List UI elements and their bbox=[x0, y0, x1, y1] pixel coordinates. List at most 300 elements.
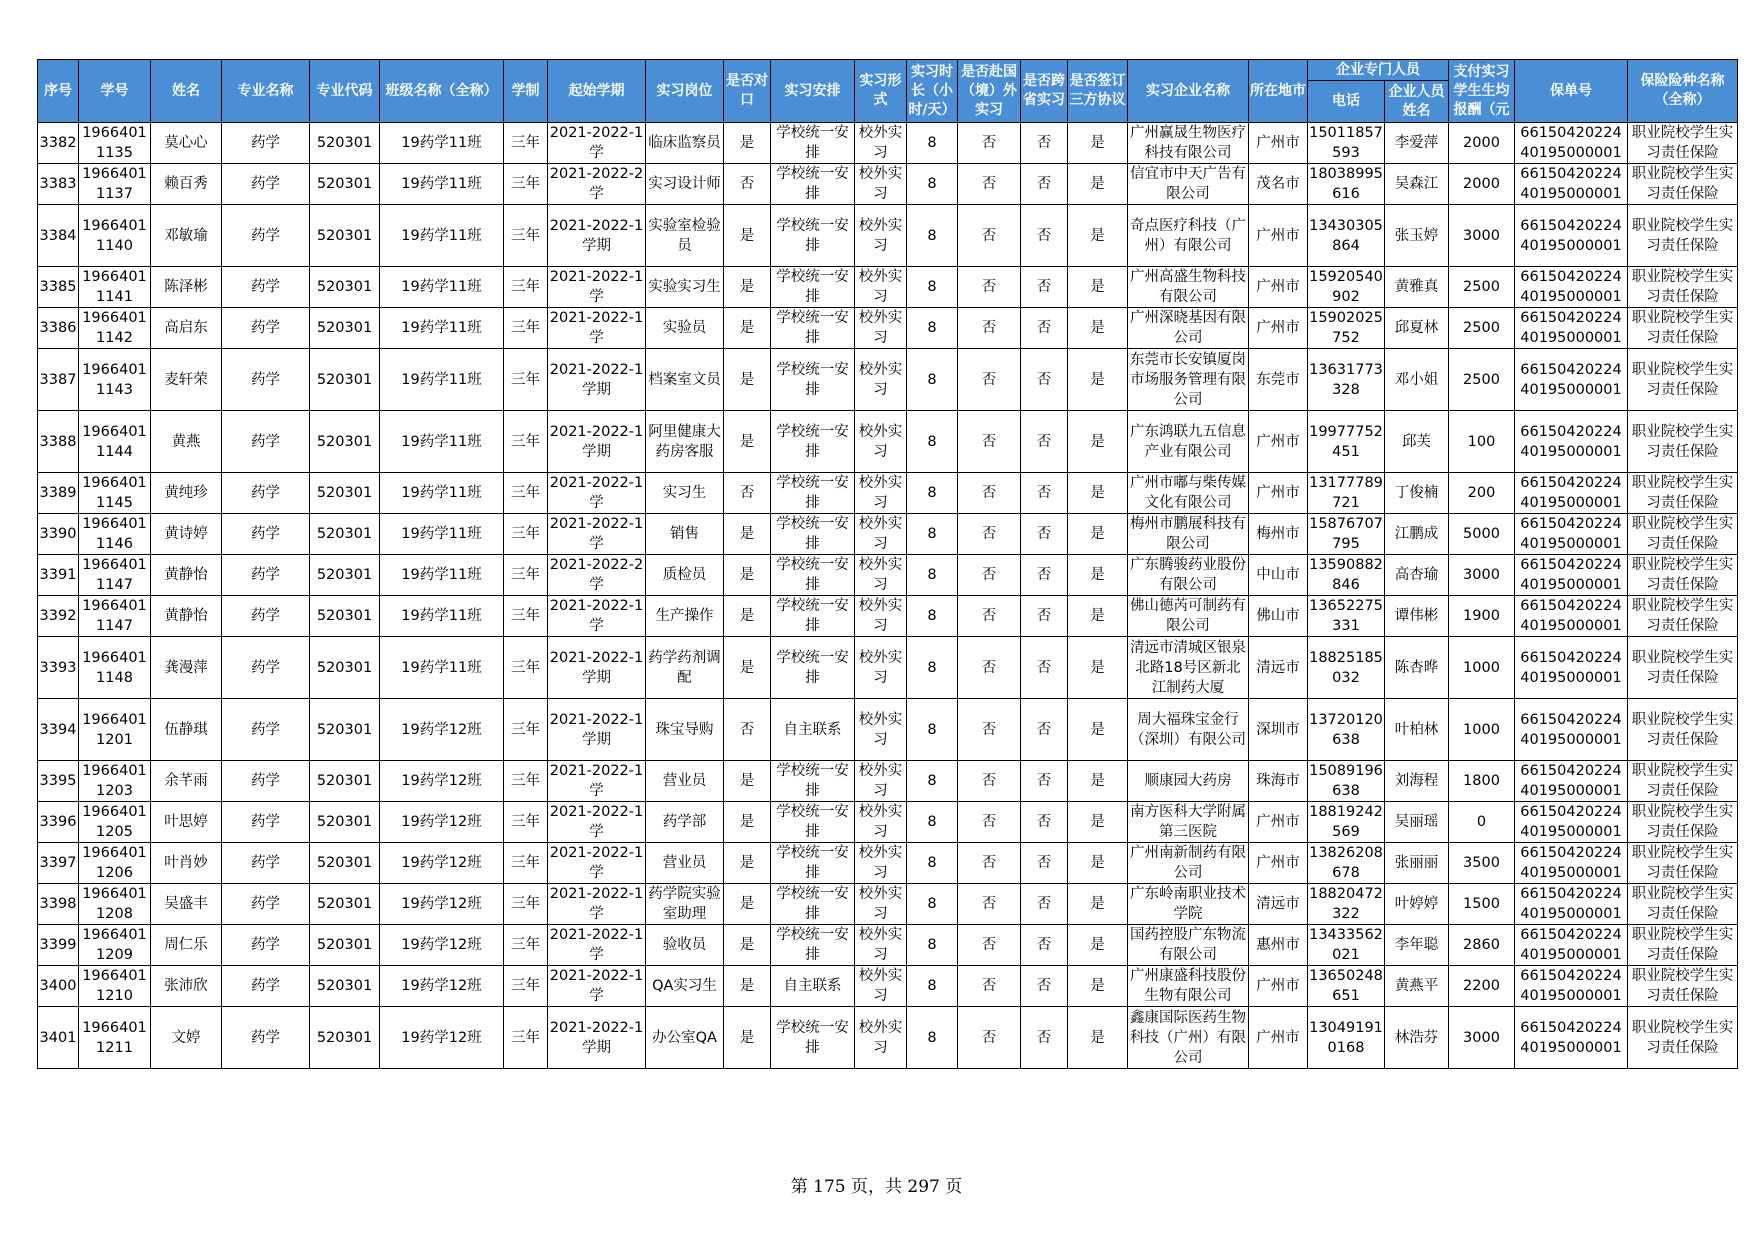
cell-hours: 8 bbox=[907, 699, 958, 761]
table-row bbox=[38, 411, 1738, 473]
cell-pay: 2500 bbox=[1449, 267, 1515, 308]
header-form: 实习形式 bbox=[855, 60, 907, 123]
cell-arrangement: 学校统一安排 bbox=[771, 925, 855, 966]
cell-insurance: 职业院校学生实习责任保险 bbox=[1628, 123, 1738, 164]
header-arrangement: 实习安排 bbox=[771, 60, 855, 123]
cell-hours: 8 bbox=[907, 205, 958, 267]
header-matched: 是否对口 bbox=[724, 60, 771, 123]
cell-arrangement: 学校统一安排 bbox=[771, 205, 855, 267]
cell-cross-province: 否 bbox=[1021, 267, 1068, 308]
cell-company: 奇点医疗科技（广州）有限公司 bbox=[1128, 205, 1249, 267]
cell-start-term: 2021-2022-1学 bbox=[548, 761, 646, 802]
cell-company: 广东岭南职业技术学院 bbox=[1128, 884, 1249, 925]
cell-start-term: 2021-2022-1学 bbox=[548, 514, 646, 555]
cell-major: 药学 bbox=[222, 411, 310, 473]
cell-student-id: 19664011147 bbox=[79, 555, 151, 596]
cell-contact-name: 邓小姐 bbox=[1385, 349, 1449, 411]
cell-start-term: 2021-2022-1学 bbox=[548, 596, 646, 637]
cell-tripartite: 是 bbox=[1068, 637, 1128, 699]
table-row bbox=[38, 205, 1738, 267]
table-row bbox=[38, 473, 1738, 514]
cell-major-code: 520301 bbox=[310, 267, 380, 308]
cell-student-id: 19664011145 bbox=[79, 473, 151, 514]
cell-contact-name: 邱芙 bbox=[1385, 411, 1449, 473]
cell-major: 药学 bbox=[222, 596, 310, 637]
cell-class-name: 19药学11班 bbox=[380, 555, 504, 596]
cell-class-name: 19药学12班 bbox=[380, 699, 504, 761]
cell-major: 药学 bbox=[222, 884, 310, 925]
cell-form: 校外实习 bbox=[855, 473, 907, 514]
cell-major-code: 520301 bbox=[310, 596, 380, 637]
cell-arrangement: 自主联系 bbox=[771, 966, 855, 1007]
table-row bbox=[38, 884, 1738, 925]
cell-seq: 3398 bbox=[38, 884, 79, 925]
cell-major: 药学 bbox=[222, 1007, 310, 1069]
cell-name: 赖百秀 bbox=[151, 164, 222, 205]
cell-insurance: 职业院校学生实习责任保险 bbox=[1628, 802, 1738, 843]
cell-start-term: 2021-2022-1学期 bbox=[548, 411, 646, 473]
cell-form: 校外实习 bbox=[855, 966, 907, 1007]
cell-start-term: 2021-2022-1学期 bbox=[548, 699, 646, 761]
cell-start-term: 2021-2022-1学 bbox=[548, 884, 646, 925]
cell-form: 校外实习 bbox=[855, 267, 907, 308]
cell-class-name: 19药学11班 bbox=[380, 308, 504, 349]
cell-start-term: 2021-2022-1学 bbox=[548, 267, 646, 308]
cell-tripartite: 是 bbox=[1068, 843, 1128, 884]
cell-arrangement: 学校统一安排 bbox=[771, 411, 855, 473]
cell-name: 黄纯珍 bbox=[151, 473, 222, 514]
cell-duration: 三年 bbox=[504, 308, 548, 349]
table-row bbox=[38, 637, 1738, 699]
cell-pay: 3000 bbox=[1449, 205, 1515, 267]
cell-form: 校外实习 bbox=[855, 123, 907, 164]
table-row bbox=[38, 514, 1738, 555]
cell-contact-name: 吴丽瑶 bbox=[1385, 802, 1449, 843]
cell-start-term: 2021-2022-1学期 bbox=[548, 349, 646, 411]
cell-name: 张沛欣 bbox=[151, 966, 222, 1007]
cell-tripartite: 是 bbox=[1068, 884, 1128, 925]
cell-form: 校外实习 bbox=[855, 1007, 907, 1069]
table-row bbox=[38, 802, 1738, 843]
cell-insurance: 职业院校学生实习责任保险 bbox=[1628, 164, 1738, 205]
cell-city: 广州市 bbox=[1249, 843, 1308, 884]
cell-city: 珠海市 bbox=[1249, 761, 1308, 802]
cell-matched: 是 bbox=[724, 802, 771, 843]
cell-major-code: 520301 bbox=[310, 1007, 380, 1069]
cell-arrangement: 学校统一安排 bbox=[771, 473, 855, 514]
cell-city: 广州市 bbox=[1249, 123, 1308, 164]
cell-position: 档案室文员 bbox=[646, 349, 724, 411]
cell-position: 药学部 bbox=[646, 802, 724, 843]
cell-name: 莫心心 bbox=[151, 123, 222, 164]
cell-city: 广州市 bbox=[1249, 411, 1308, 473]
cell-position: 生产操作 bbox=[646, 596, 724, 637]
cell-company: 南方医科大学附属第三医院 bbox=[1128, 802, 1249, 843]
cell-company: 周大福珠宝金行（深圳）有限公司 bbox=[1128, 699, 1249, 761]
cell-start-term: 2021-2022-1学 bbox=[548, 966, 646, 1007]
cell-class-name: 19药学11班 bbox=[380, 411, 504, 473]
cell-major-code: 520301 bbox=[310, 925, 380, 966]
cell-phone: 19977752451 bbox=[1308, 411, 1385, 473]
cell-city: 广州市 bbox=[1249, 205, 1308, 267]
cell-hours: 8 bbox=[907, 555, 958, 596]
cell-insurance: 职业院校学生实习责任保险 bbox=[1628, 884, 1738, 925]
cell-insurance: 职业院校学生实习责任保险 bbox=[1628, 843, 1738, 884]
cell-major-code: 520301 bbox=[310, 514, 380, 555]
cell-duration: 三年 bbox=[504, 164, 548, 205]
cell-major: 药学 bbox=[222, 925, 310, 966]
cell-duration: 三年 bbox=[504, 1007, 548, 1069]
cell-cross-province: 否 bbox=[1021, 205, 1068, 267]
header-major-code: 专业代码 bbox=[310, 60, 380, 123]
table-row bbox=[38, 925, 1738, 966]
cell-insurance: 职业院校学生实习责任保险 bbox=[1628, 925, 1738, 966]
cell-matched: 是 bbox=[724, 596, 771, 637]
cell-city: 东莞市 bbox=[1249, 349, 1308, 411]
cell-matched: 是 bbox=[724, 1007, 771, 1069]
cell-student-id: 19664011211 bbox=[79, 1007, 151, 1069]
cell-name: 伍静琪 bbox=[151, 699, 222, 761]
cell-position: 实习设计师 bbox=[646, 164, 724, 205]
cell-abroad: 否 bbox=[958, 884, 1021, 925]
cell-tripartite: 是 bbox=[1068, 555, 1128, 596]
cell-insurance: 职业院校学生实习责任保险 bbox=[1628, 596, 1738, 637]
cell-major: 药学 bbox=[222, 843, 310, 884]
cell-company: 顺康园大药房 bbox=[1128, 761, 1249, 802]
cell-student-id: 19664011140 bbox=[79, 205, 151, 267]
table-row bbox=[38, 761, 1738, 802]
cell-company: 国药控股广东物流有限公司 bbox=[1128, 925, 1249, 966]
cell-tripartite: 是 bbox=[1068, 411, 1128, 473]
cell-seq: 3391 bbox=[38, 555, 79, 596]
cell-matched: 是 bbox=[724, 514, 771, 555]
cell-phone: 18819242569 bbox=[1308, 802, 1385, 843]
cell-position: 实验实习生 bbox=[646, 267, 724, 308]
header-duration: 学制 bbox=[504, 60, 548, 123]
cell-duration: 三年 bbox=[504, 267, 548, 308]
cell-student-id: 19664011142 bbox=[79, 308, 151, 349]
cell-hours: 8 bbox=[907, 925, 958, 966]
table-row bbox=[38, 164, 1738, 205]
cell-name: 高启东 bbox=[151, 308, 222, 349]
table-row bbox=[38, 699, 1738, 761]
cell-cross-province: 否 bbox=[1021, 761, 1068, 802]
cell-position: 阿里健康大药房客服 bbox=[646, 411, 724, 473]
cell-name: 余芊雨 bbox=[151, 761, 222, 802]
cell-position: 销售 bbox=[646, 514, 724, 555]
table-row bbox=[38, 555, 1738, 596]
table-row bbox=[38, 267, 1738, 308]
header-class-name: 班级名称（全称） bbox=[380, 60, 504, 123]
cell-pay: 1000 bbox=[1449, 637, 1515, 699]
cell-abroad: 否 bbox=[958, 308, 1021, 349]
cell-form: 校外实习 bbox=[855, 596, 907, 637]
cell-abroad: 否 bbox=[958, 966, 1021, 1007]
cell-city: 茂名市 bbox=[1249, 164, 1308, 205]
cell-city: 广州市 bbox=[1249, 966, 1308, 1007]
cell-name: 邓敏瑜 bbox=[151, 205, 222, 267]
cell-matched: 是 bbox=[724, 966, 771, 1007]
cell-name: 陈泽彬 bbox=[151, 267, 222, 308]
cell-start-term: 2021-2022-2学 bbox=[548, 164, 646, 205]
cell-duration: 三年 bbox=[504, 925, 548, 966]
cell-policy-no: 6615042022440195000001 bbox=[1515, 637, 1628, 699]
cell-company: 广州南新制药有限公司 bbox=[1128, 843, 1249, 884]
header-seq: 序号 bbox=[38, 60, 79, 123]
cell-city: 广州市 bbox=[1249, 1007, 1308, 1069]
cell-class-name: 19药学12班 bbox=[380, 802, 504, 843]
cell-seq: 3397 bbox=[38, 843, 79, 884]
cell-major-code: 520301 bbox=[310, 699, 380, 761]
cell-class-name: 19药学12班 bbox=[380, 1007, 504, 1069]
cell-seq: 3385 bbox=[38, 267, 79, 308]
cell-abroad: 否 bbox=[958, 1007, 1021, 1069]
cell-insurance: 职业院校学生实习责任保险 bbox=[1628, 349, 1738, 411]
cell-policy-no: 6615042022440195000001 bbox=[1515, 596, 1628, 637]
cell-form: 校外实习 bbox=[855, 411, 907, 473]
cell-hours: 8 bbox=[907, 1007, 958, 1069]
cell-duration: 三年 bbox=[504, 123, 548, 164]
table-row bbox=[38, 843, 1738, 884]
cell-hours: 8 bbox=[907, 843, 958, 884]
cell-city: 清远市 bbox=[1249, 884, 1308, 925]
cell-form: 校外实习 bbox=[855, 205, 907, 267]
cell-pay: 2500 bbox=[1449, 349, 1515, 411]
cell-contact-name: 刘海程 bbox=[1385, 761, 1449, 802]
cell-duration: 三年 bbox=[504, 843, 548, 884]
cell-arrangement: 学校统一安排 bbox=[771, 164, 855, 205]
cell-student-id: 19664011146 bbox=[79, 514, 151, 555]
cell-cross-province: 否 bbox=[1021, 308, 1068, 349]
cell-pay: 2000 bbox=[1449, 164, 1515, 205]
cell-start-term: 2021-2022-1学 bbox=[548, 925, 646, 966]
cell-cross-province: 否 bbox=[1021, 555, 1068, 596]
cell-hours: 8 bbox=[907, 761, 958, 802]
cell-seq: 3401 bbox=[38, 1007, 79, 1069]
header-policy-no: 保单号 bbox=[1515, 60, 1628, 123]
cell-arrangement: 学校统一安排 bbox=[771, 555, 855, 596]
cell-matched: 是 bbox=[724, 267, 771, 308]
cell-hours: 8 bbox=[907, 802, 958, 843]
cell-phone: 15920540902 bbox=[1308, 267, 1385, 308]
cell-phone: 13177789721 bbox=[1308, 473, 1385, 514]
cell-phone: 13433562021 bbox=[1308, 925, 1385, 966]
cell-contact-name: 李爱萍 bbox=[1385, 123, 1449, 164]
cell-phone: 13430305864 bbox=[1308, 205, 1385, 267]
cell-arrangement: 学校统一安排 bbox=[771, 637, 855, 699]
cell-pay: 5000 bbox=[1449, 514, 1515, 555]
cell-tripartite: 是 bbox=[1068, 925, 1128, 966]
cell-city: 中山市 bbox=[1249, 555, 1308, 596]
cell-seq: 3392 bbox=[38, 596, 79, 637]
cell-major: 药学 bbox=[222, 205, 310, 267]
cell-arrangement: 学校统一安排 bbox=[771, 308, 855, 349]
header-company: 实习企业名称 bbox=[1128, 60, 1249, 123]
cell-position: 营业员 bbox=[646, 761, 724, 802]
cell-matched: 是 bbox=[724, 843, 771, 884]
cell-matched: 否 bbox=[724, 473, 771, 514]
cell-arrangement: 学校统一安排 bbox=[771, 843, 855, 884]
cell-hours: 8 bbox=[907, 884, 958, 925]
cell-city: 佛山市 bbox=[1249, 596, 1308, 637]
cell-cross-province: 否 bbox=[1021, 596, 1068, 637]
header-pay: 支付实习学生生均报酬（元 bbox=[1449, 60, 1515, 123]
cell-cross-province: 否 bbox=[1021, 637, 1068, 699]
cell-company: 广州康盛科技股份生物有限公司 bbox=[1128, 966, 1249, 1007]
table-row bbox=[38, 1007, 1738, 1069]
cell-policy-no: 6615042022440195000001 bbox=[1515, 1007, 1628, 1069]
cell-student-id: 19664011148 bbox=[79, 637, 151, 699]
cell-company: 广州高盛生物科技有限公司 bbox=[1128, 267, 1249, 308]
header-contact-group: 企业专门人员 bbox=[1308, 60, 1449, 81]
cell-start-term: 2021-2022-1学期 bbox=[548, 205, 646, 267]
cell-tripartite: 是 bbox=[1068, 699, 1128, 761]
cell-position: 实习生 bbox=[646, 473, 724, 514]
cell-phone: 13652275331 bbox=[1308, 596, 1385, 637]
cell-hours: 8 bbox=[907, 349, 958, 411]
cell-hours: 8 bbox=[907, 164, 958, 205]
cell-seq: 3390 bbox=[38, 514, 79, 555]
cell-pay: 200 bbox=[1449, 473, 1515, 514]
cell-abroad: 否 bbox=[958, 555, 1021, 596]
cell-class-name: 19药学11班 bbox=[380, 514, 504, 555]
cell-class-name: 19药学12班 bbox=[380, 884, 504, 925]
table-row bbox=[38, 966, 1738, 1007]
cell-policy-no: 6615042022440195000001 bbox=[1515, 966, 1628, 1007]
cell-class-name: 19药学11班 bbox=[380, 473, 504, 514]
cell-name: 吴盛丰 bbox=[151, 884, 222, 925]
cell-major-code: 520301 bbox=[310, 411, 380, 473]
cell-major: 药学 bbox=[222, 802, 310, 843]
cell-arrangement: 学校统一安排 bbox=[771, 596, 855, 637]
cell-start-term: 2021-2022-1学 bbox=[548, 308, 646, 349]
cell-abroad: 否 bbox=[958, 123, 1021, 164]
cell-hours: 8 bbox=[907, 411, 958, 473]
cell-pay: 1900 bbox=[1449, 596, 1515, 637]
cell-matched: 是 bbox=[724, 884, 771, 925]
cell-major-code: 520301 bbox=[310, 966, 380, 1007]
cell-city: 深圳市 bbox=[1249, 699, 1308, 761]
cell-major-code: 520301 bbox=[310, 555, 380, 596]
cell-major-code: 520301 bbox=[310, 884, 380, 925]
cell-position: 质检员 bbox=[646, 555, 724, 596]
cell-major: 药学 bbox=[222, 699, 310, 761]
table-row bbox=[38, 308, 1738, 349]
cell-company: 信宜市中天广告有限公司 bbox=[1128, 164, 1249, 205]
cell-major-code: 520301 bbox=[310, 164, 380, 205]
cell-matched: 否 bbox=[724, 164, 771, 205]
cell-abroad: 否 bbox=[958, 411, 1021, 473]
cell-class-name: 19药学11班 bbox=[380, 637, 504, 699]
cell-seq: 3393 bbox=[38, 637, 79, 699]
cell-tripartite: 是 bbox=[1068, 802, 1128, 843]
cell-company: 清远市清城区银泉北路18号区新北江制药大厦 bbox=[1128, 637, 1249, 699]
cell-contact-name: 丁俊楠 bbox=[1385, 473, 1449, 514]
cell-policy-no: 6615042022440195000001 bbox=[1515, 699, 1628, 761]
cell-pay: 3000 bbox=[1449, 1007, 1515, 1069]
cell-phone: 18825185032 bbox=[1308, 637, 1385, 699]
cell-seq: 3388 bbox=[38, 411, 79, 473]
table-row bbox=[38, 596, 1738, 637]
cell-hours: 8 bbox=[907, 308, 958, 349]
cell-pay: 2200 bbox=[1449, 966, 1515, 1007]
cell-cross-province: 否 bbox=[1021, 925, 1068, 966]
cell-class-name: 19药学11班 bbox=[380, 123, 504, 164]
cell-position: 营业员 bbox=[646, 843, 724, 884]
cell-policy-no: 6615042022440195000001 bbox=[1515, 884, 1628, 925]
cell-form: 校外实习 bbox=[855, 514, 907, 555]
cell-hours: 8 bbox=[907, 473, 958, 514]
cell-position: 办公室QA bbox=[646, 1007, 724, 1069]
cell-class-name: 19药学11班 bbox=[380, 349, 504, 411]
cell-pay: 1000 bbox=[1449, 699, 1515, 761]
cell-insurance: 职业院校学生实习责任保险 bbox=[1628, 514, 1738, 555]
cell-start-term: 2021-2022-1学 bbox=[548, 473, 646, 514]
cell-abroad: 否 bbox=[958, 925, 1021, 966]
cell-policy-no: 6615042022440195000001 bbox=[1515, 843, 1628, 884]
cell-policy-no: 6615042022440195000001 bbox=[1515, 267, 1628, 308]
cell-class-name: 19药学11班 bbox=[380, 267, 504, 308]
cell-student-id: 19664011203 bbox=[79, 761, 151, 802]
cell-tripartite: 是 bbox=[1068, 596, 1128, 637]
cell-tripartite: 是 bbox=[1068, 123, 1128, 164]
cell-seq: 3389 bbox=[38, 473, 79, 514]
cell-city: 梅州市 bbox=[1249, 514, 1308, 555]
cell-cross-province: 否 bbox=[1021, 884, 1068, 925]
cell-seq: 3395 bbox=[38, 761, 79, 802]
table-row bbox=[38, 123, 1738, 164]
cell-cross-province: 否 bbox=[1021, 966, 1068, 1007]
cell-contact-name: 林浩芬 bbox=[1385, 1007, 1449, 1069]
header-insurance: 保险险种名称（全称） bbox=[1628, 60, 1738, 123]
cell-company: 广东腾骏药业股份有限公司 bbox=[1128, 555, 1249, 596]
cell-duration: 三年 bbox=[504, 205, 548, 267]
header-position: 实习岗位 bbox=[646, 60, 724, 123]
cell-contact-name: 张丽丽 bbox=[1385, 843, 1449, 884]
cell-duration: 三年 bbox=[504, 637, 548, 699]
cell-matched: 是 bbox=[724, 123, 771, 164]
cell-student-id: 19664011141 bbox=[79, 267, 151, 308]
cell-form: 校外实习 bbox=[855, 761, 907, 802]
cell-position: QA实习生 bbox=[646, 966, 724, 1007]
cell-student-id: 19664011206 bbox=[79, 843, 151, 884]
cell-seq: 3399 bbox=[38, 925, 79, 966]
cell-student-id: 19664011135 bbox=[79, 123, 151, 164]
cell-class-name: 19药学12班 bbox=[380, 843, 504, 884]
cell-form: 校外实习 bbox=[855, 308, 907, 349]
cell-name: 黄燕 bbox=[151, 411, 222, 473]
cell-matched: 是 bbox=[724, 349, 771, 411]
cell-hours: 8 bbox=[907, 123, 958, 164]
cell-abroad: 否 bbox=[958, 349, 1021, 411]
cell-position: 珠宝导购 bbox=[646, 699, 724, 761]
cell-major-code: 520301 bbox=[310, 761, 380, 802]
cell-form: 校外实习 bbox=[855, 925, 907, 966]
cell-form: 校外实习 bbox=[855, 555, 907, 596]
cell-phone: 15902025752 bbox=[1308, 308, 1385, 349]
cell-name: 叶思婷 bbox=[151, 802, 222, 843]
cell-city: 广州市 bbox=[1249, 308, 1308, 349]
cell-insurance: 职业院校学生实习责任保险 bbox=[1628, 473, 1738, 514]
cell-class-name: 19药学11班 bbox=[380, 164, 504, 205]
header-hours: 实习时长（小时/天） bbox=[907, 60, 958, 123]
cell-hours: 8 bbox=[907, 637, 958, 699]
cell-duration: 三年 bbox=[504, 349, 548, 411]
cell-major-code: 520301 bbox=[310, 123, 380, 164]
cell-arrangement: 学校统一安排 bbox=[771, 514, 855, 555]
table-header bbox=[38, 60, 1738, 123]
cell-policy-no: 6615042022440195000001 bbox=[1515, 761, 1628, 802]
